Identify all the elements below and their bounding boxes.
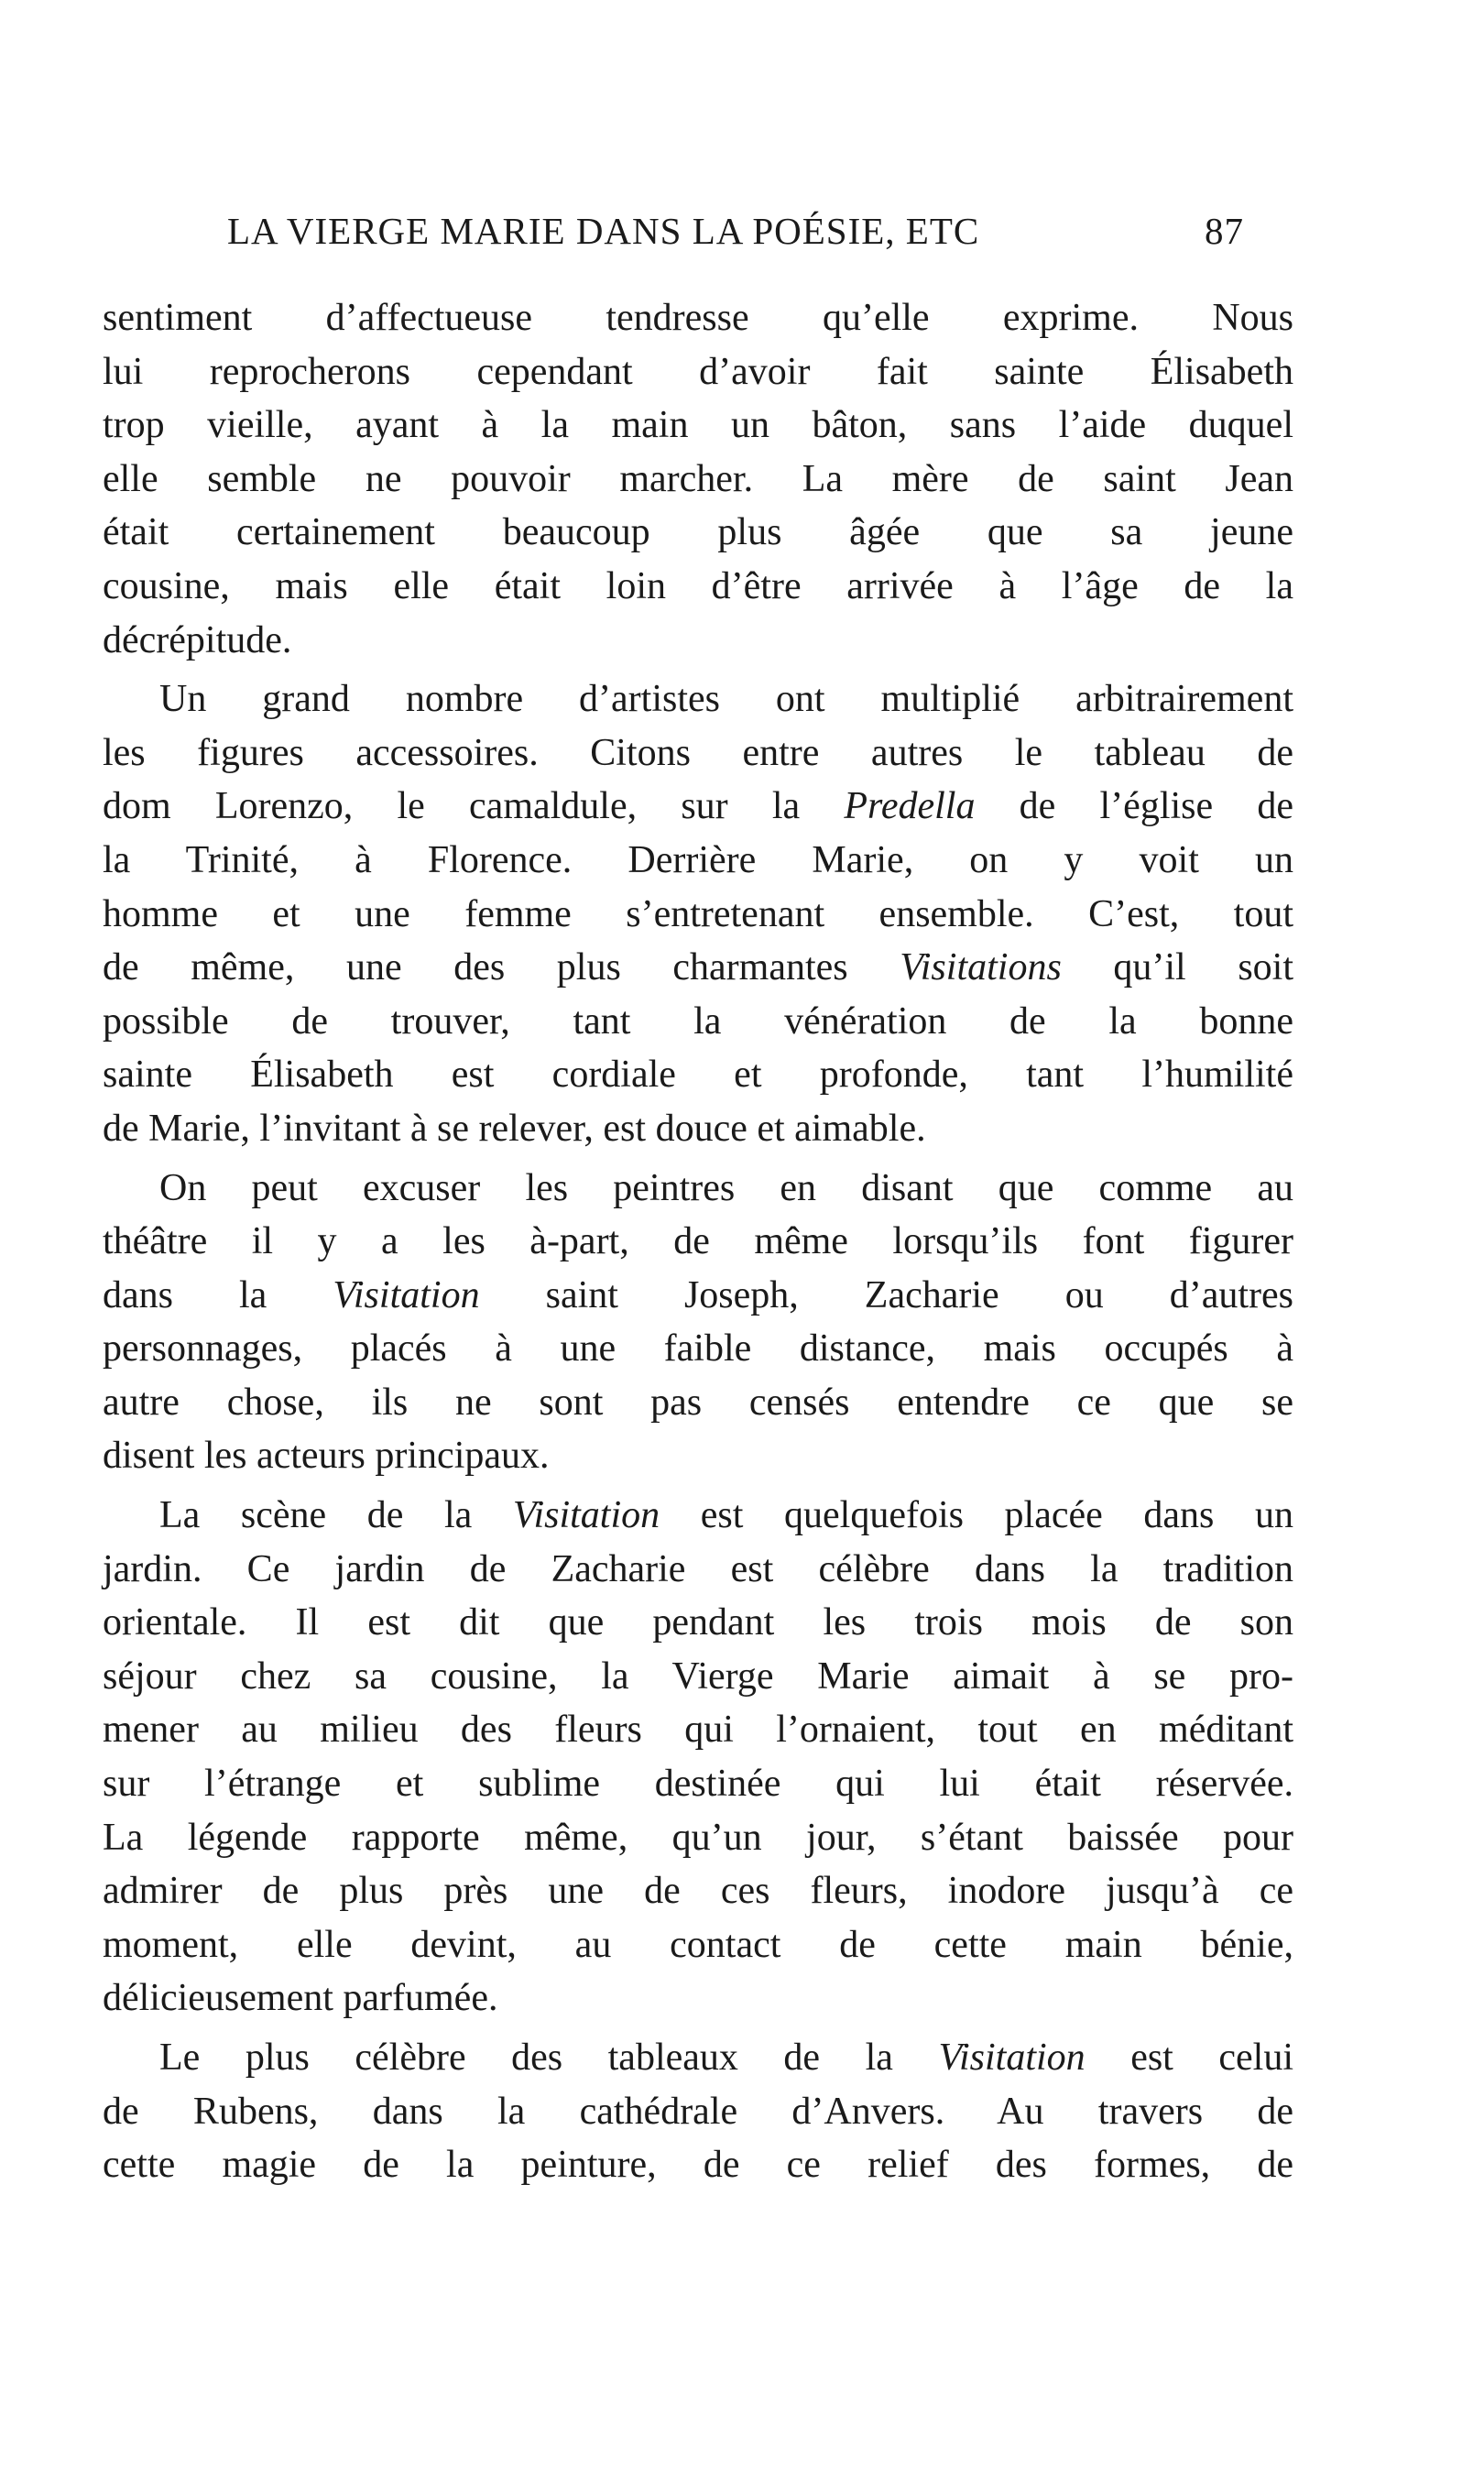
text-line: disent les acteurs principaux. [103, 1435, 550, 1478]
text-line: admirer de plus près une de ces fleurs, inodore jusqu’à ce [103, 1870, 1293, 1913]
text-line: jardin. Ce jardin de Zacharie est célèbre dans la tradition [103, 1547, 1293, 1590]
paragraph [103, 2031, 1293, 2192]
text-line: sentiment d’affectueuse tendresse qu’elle exprime. Nous [103, 297, 1293, 339]
text-line: mener au milieu des fleurs qui l’ornaient, tout en méditant [103, 1709, 1293, 1752]
text-line: séjour chez sa cousine, la Vierge Marie aimait à se pro- [103, 1654, 1293, 1698]
italic-term: Visitation [938, 2037, 1086, 2079]
text-line: de Rubens, dans la cathédrale d’Anvers. Au travers de [103, 2090, 1293, 2133]
text-line: cousine, mais elle était loin d’être arrivée à l’âge de la [103, 564, 1293, 607]
paragraph [103, 1162, 1293, 1484]
text-line: la Trinité, à Florence. Derrière Marie, on y voit un [103, 838, 1293, 881]
text-line: Le plus célèbre des tableaux de la Visitation est celui [159, 2037, 1294, 2079]
text-line: personnages, placés à une faible distance, mais occupés à [103, 1327, 1293, 1371]
text-line: de Marie, l’invitant à se relever, est douce et aimable. [103, 1107, 926, 1150]
text-line: orientale. Il est dit que pendant les trois mois de son [103, 1601, 1293, 1644]
text-line: était certainement beaucoup plus âgée que sa jeune [103, 511, 1293, 554]
text-line: possible de trouver, tant la vénération de la bonne [103, 999, 1293, 1043]
italic-term: Visitation [333, 1273, 480, 1316]
text-line: trop vieille, ayant à la main un bâton, sans l’aide duquel [103, 404, 1293, 447]
italic-term: Visitation [512, 1494, 660, 1537]
text-line: sainte Élisabeth est cordiale et profonde, tant l’humilité [103, 1054, 1293, 1097]
text-line: La légende rapporte même, qu’un jour, s’étant baissée pour [103, 1816, 1293, 1859]
page-number: 87 [1205, 210, 1244, 252]
text-line: elle semble ne pouvoir marcher. La mère de saint Jean [103, 457, 1293, 500]
text-line: délicieusement parfumée. [103, 1977, 498, 2020]
text-line: On peut excuser les peintres en disant que comme au [159, 1166, 1293, 1209]
italic-term: Visitations [900, 946, 1062, 989]
italic-term: Predella [844, 785, 976, 828]
text-line: homme et une femme s’entretenant ensemble. C’est, tout [103, 892, 1293, 935]
running-title: LA VIERGE MARIE DANS LA POÉSIE, ETC [227, 210, 980, 252]
text-line: décrépitude. [103, 618, 292, 661]
paragraph [103, 1489, 1293, 2026]
text-line: cette magie de la peinture, de ce relief des formes, de [103, 2144, 1293, 2187]
paragraph [103, 672, 1293, 1155]
text-line: dans la Visitation saint Joseph, Zacharie ou d’autres [103, 1273, 1293, 1316]
text-line: lui reprocherons cependant d’avoir fait sainte Élisabeth [103, 350, 1293, 393]
text-line: Un grand nombre d’artistes ont multiplié arbitrairement [159, 678, 1293, 721]
text-line: autre chose, ils ne sont pas censés entendre ce que se [103, 1381, 1293, 1424]
text-line: théâtre il y a les à-part, de même lorsqu’ils font figurer [103, 1220, 1293, 1263]
running-header [227, 209, 1244, 264]
text-line: les figures accessoires. Citons entre autres le tableau de [103, 731, 1293, 774]
text-line: dom Lorenzo, le camaldule, sur la Predella de l’église de [103, 785, 1293, 828]
text-line: sur l’étrange et sublime destinée qui lui était réservée. [103, 1763, 1293, 1806]
text-line: moment, elle devint, au contact de cette main bénie, [103, 1923, 1293, 1966]
text-line: de même, une des plus charmantes Visitations qu’il soit [103, 946, 1293, 989]
body-text [103, 291, 1293, 2192]
paragraph [103, 291, 1293, 667]
text-line: La scène de la Visitation est quelquefois placée dans un [159, 1494, 1293, 1537]
